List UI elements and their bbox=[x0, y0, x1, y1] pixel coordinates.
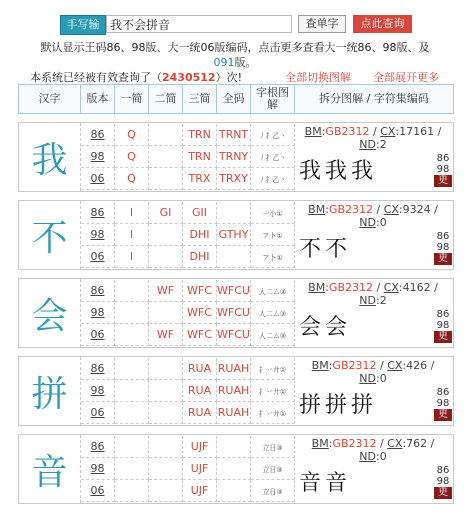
version-links bbox=[434, 153, 452, 187]
header-fullcode: 全码 bbox=[217, 85, 251, 113]
cell-j1: Q bbox=[127, 128, 136, 141]
code-row bbox=[81, 280, 295, 302]
cell-j3: UJF bbox=[190, 462, 209, 475]
header-char: 汉字 bbox=[19, 85, 81, 113]
code-row bbox=[81, 324, 295, 346]
header-jian2: 二简 bbox=[149, 85, 183, 113]
cx-value: 426 bbox=[406, 359, 428, 372]
cell-ver[interactable]: 86 bbox=[90, 128, 105, 141]
cell bbox=[115, 168, 149, 190]
cell-root: 立日③ bbox=[262, 488, 283, 496]
bm-label: BM bbox=[308, 203, 326, 216]
cell bbox=[81, 302, 115, 324]
cell-full: WFCU bbox=[217, 328, 250, 341]
cell bbox=[149, 458, 183, 480]
cx-value: 9324 bbox=[402, 203, 431, 216]
ver86-link[interactable]: 86 bbox=[436, 231, 450, 242]
bm-label: BM bbox=[308, 281, 326, 294]
cell-root: 丿扌乙丶 bbox=[258, 154, 287, 162]
ver86-link[interactable]: 86 bbox=[436, 153, 450, 164]
charset-codes: BM:GB2312 / CX:9324 / ND:0 bbox=[308, 203, 438, 229]
nd-value: 0 bbox=[379, 216, 387, 229]
cell bbox=[217, 280, 251, 302]
cell-full: RUAH bbox=[217, 384, 250, 397]
bm-label: BM bbox=[304, 125, 322, 138]
cell bbox=[217, 124, 251, 146]
cell-ver[interactable]: 98 bbox=[90, 384, 105, 397]
big-char: 拼 bbox=[19, 357, 81, 425]
char-entry bbox=[18, 356, 454, 426]
cell bbox=[251, 124, 295, 146]
cell bbox=[251, 202, 295, 224]
cell-ver[interactable]: 98 bbox=[90, 150, 105, 163]
cell-ver[interactable]: 98 bbox=[90, 228, 105, 241]
cell-full: TRNT bbox=[218, 128, 249, 141]
cell bbox=[217, 324, 251, 346]
code-row bbox=[81, 358, 295, 380]
bm-value: GB2312 bbox=[332, 359, 377, 372]
cell-j3: RUA bbox=[187, 362, 212, 375]
cell-j1: Q bbox=[127, 150, 136, 163]
more-button[interactable]: 更 bbox=[434, 331, 452, 343]
cx-value: 4162 bbox=[402, 281, 431, 294]
cell bbox=[183, 324, 217, 346]
code-row bbox=[81, 246, 295, 268]
cell-root: 人二ム③ bbox=[258, 288, 287, 296]
cx-label: CX bbox=[380, 125, 396, 138]
cell-ver[interactable]: 06 bbox=[90, 172, 105, 185]
cell-root: 一小① bbox=[262, 210, 283, 218]
code-row bbox=[81, 124, 295, 146]
cell bbox=[149, 480, 183, 502]
info-line1: 默认显示王码86、98版、大一统06版编码，点击更多查看大一统86、98版、及 bbox=[40, 41, 430, 54]
query-input[interactable]: 我不会拼音 bbox=[106, 15, 292, 33]
cell bbox=[149, 246, 183, 268]
charset-codes: BM:GB2312 / CX:4162 / ND:2 bbox=[308, 281, 438, 307]
cell bbox=[81, 480, 115, 502]
version-links bbox=[434, 309, 452, 343]
bm-label: BM bbox=[311, 359, 329, 372]
cell-root: ア卜① bbox=[262, 232, 283, 240]
cell bbox=[251, 380, 295, 402]
cell bbox=[149, 302, 183, 324]
code-row bbox=[81, 436, 295, 458]
nd-label: ND bbox=[359, 216, 376, 229]
cell-ver[interactable]: 86 bbox=[90, 284, 105, 297]
cell-j1: I bbox=[129, 228, 134, 241]
cx-value: 762 bbox=[406, 437, 428, 450]
cell-root: 扌丷廾① bbox=[258, 410, 287, 418]
cell bbox=[81, 458, 115, 480]
cell bbox=[183, 146, 217, 168]
char-entry bbox=[18, 200, 454, 270]
charset-codes: BM:GB2312 / CX:426 / ND:0 bbox=[311, 359, 435, 385]
cell bbox=[251, 302, 295, 324]
header-roots: 字根图解 bbox=[251, 85, 295, 113]
count-value: 2430512 bbox=[162, 71, 216, 84]
cell-j3: UJF bbox=[190, 484, 209, 497]
cell bbox=[217, 168, 251, 190]
ver98-link[interactable]: 98 bbox=[436, 476, 450, 487]
expand-more-link[interactable]: 全部展开更多 bbox=[373, 71, 439, 84]
cell-root: 丿扌乙丶 bbox=[258, 176, 287, 184]
ver98-link[interactable]: 98 bbox=[436, 164, 450, 175]
big-char: 会 bbox=[19, 279, 81, 347]
cell bbox=[149, 358, 183, 380]
cell-ver[interactable]: 86 bbox=[90, 206, 105, 219]
more-button[interactable]: 更 bbox=[434, 487, 452, 499]
cell-j3: RUA bbox=[187, 406, 212, 419]
glyph-samples: 音音 bbox=[299, 471, 352, 496]
cell bbox=[183, 380, 217, 402]
top-search-bar bbox=[0, 12, 467, 36]
char-entry bbox=[18, 122, 454, 192]
nd-value: 2 bbox=[379, 294, 387, 307]
cell-root: 立日③ bbox=[262, 466, 283, 474]
glyph-samples: 会会 bbox=[299, 315, 352, 340]
cell bbox=[81, 436, 115, 458]
info-line2: 版。 bbox=[234, 56, 257, 69]
cell-j1: I bbox=[129, 250, 134, 263]
count-prefix: 本系统已经被有效查询了（ bbox=[30, 71, 162, 84]
cell-root: 立日③ bbox=[262, 444, 283, 452]
cell bbox=[115, 324, 149, 346]
cell-j3: DHI bbox=[189, 228, 210, 241]
cell bbox=[149, 124, 183, 146]
cell-j3: UJF bbox=[190, 440, 209, 453]
code-row bbox=[81, 458, 295, 480]
cell bbox=[115, 202, 149, 224]
cell-j1: Q bbox=[127, 172, 136, 185]
version-links bbox=[434, 231, 452, 265]
version-091-link[interactable]: 091 bbox=[213, 56, 235, 69]
cell bbox=[217, 458, 251, 480]
nd-label: ND bbox=[359, 372, 376, 385]
cell bbox=[81, 280, 115, 302]
cell bbox=[183, 358, 217, 380]
cell bbox=[81, 168, 115, 190]
cell bbox=[81, 324, 115, 346]
cell bbox=[183, 224, 217, 246]
detail-panel bbox=[295, 201, 453, 269]
nd-value: 0 bbox=[379, 450, 387, 463]
cell-ver[interactable]: 06 bbox=[90, 406, 105, 419]
cell bbox=[217, 246, 251, 268]
ver86-link[interactable]: 86 bbox=[436, 309, 450, 320]
cell bbox=[81, 202, 115, 224]
cell bbox=[217, 202, 251, 224]
version-links bbox=[434, 465, 452, 499]
cell-j3: WFC bbox=[187, 328, 212, 341]
cell bbox=[115, 458, 149, 480]
cell bbox=[81, 246, 115, 268]
cell bbox=[251, 324, 295, 346]
query-button[interactable]: 点此查询 bbox=[353, 15, 412, 33]
cell bbox=[217, 224, 251, 246]
cell bbox=[115, 402, 149, 424]
cell bbox=[149, 146, 183, 168]
cell bbox=[115, 146, 149, 168]
code-row bbox=[81, 224, 295, 246]
detail-panel bbox=[295, 357, 453, 425]
cell bbox=[183, 246, 217, 268]
cell bbox=[217, 146, 251, 168]
cell bbox=[115, 124, 149, 146]
cell-root: 人二ム③ bbox=[258, 332, 287, 340]
ver98-link[interactable]: 98 bbox=[436, 398, 450, 409]
handwrite-button[interactable]: 手写输 bbox=[60, 15, 106, 35]
ver86-link[interactable]: 86 bbox=[436, 465, 450, 476]
nd-label: ND bbox=[359, 450, 376, 463]
cell bbox=[149, 280, 183, 302]
ver98-link[interactable]: 98 bbox=[436, 242, 450, 253]
big-char: 我 bbox=[19, 123, 81, 191]
cx-label: CX bbox=[387, 437, 403, 450]
cell bbox=[149, 324, 183, 346]
cell bbox=[115, 358, 149, 380]
cell-root: 人二ム③ bbox=[258, 310, 287, 318]
cell bbox=[81, 124, 115, 146]
cell bbox=[183, 480, 217, 502]
cell bbox=[183, 402, 217, 424]
cell bbox=[149, 436, 183, 458]
cell bbox=[183, 202, 217, 224]
cell-j3: GII bbox=[191, 206, 207, 219]
code-row bbox=[81, 302, 295, 324]
cell bbox=[115, 246, 149, 268]
cell bbox=[251, 480, 295, 502]
cell-ver[interactable]: 06 bbox=[90, 484, 105, 497]
cell bbox=[251, 358, 295, 380]
cell bbox=[115, 380, 149, 402]
query-count bbox=[30, 69, 242, 85]
cell bbox=[251, 458, 295, 480]
detail-panel bbox=[295, 435, 453, 503]
cell-full: WFCU bbox=[217, 284, 250, 297]
more-button[interactable]: 更 bbox=[434, 409, 452, 421]
cell bbox=[183, 458, 217, 480]
detail-panel bbox=[295, 279, 453, 347]
cell-j3: TRN bbox=[188, 128, 211, 141]
big-char: 不 bbox=[19, 201, 81, 269]
ver98-link[interactable]: 98 bbox=[436, 320, 450, 331]
cx-label: CX bbox=[383, 203, 399, 216]
cell bbox=[115, 480, 149, 502]
charset-codes: BM:GB2312 / CX:762 / ND:0 bbox=[311, 437, 435, 463]
nd-value: 0 bbox=[379, 372, 387, 385]
nd-label: ND bbox=[359, 138, 376, 151]
cell-full: WFCU bbox=[217, 306, 250, 319]
cell-j1: I bbox=[129, 206, 134, 219]
cell bbox=[115, 302, 149, 324]
cell-root: ア卜① bbox=[262, 254, 283, 262]
more-button[interactable]: 更 bbox=[434, 175, 452, 187]
cell bbox=[251, 246, 295, 268]
glyph-samples: 我我我 bbox=[299, 159, 378, 184]
char-entry bbox=[18, 434, 454, 504]
glyph-samples: 不不 bbox=[299, 237, 352, 262]
code-row bbox=[81, 380, 295, 402]
cell-full: GTHY bbox=[218, 228, 249, 241]
table-header bbox=[18, 84, 454, 114]
bm-value: GB2312 bbox=[328, 203, 373, 216]
cell-root: 丿扌乙丶 bbox=[258, 132, 287, 140]
cell-full: TRXY bbox=[219, 172, 248, 185]
cell bbox=[183, 280, 217, 302]
cell bbox=[251, 168, 295, 190]
header-detail: 拆分图解 / 字符集编码 bbox=[319, 92, 429, 105]
cell-ver[interactable]: 06 bbox=[90, 328, 105, 341]
cell bbox=[81, 146, 115, 168]
cell-ver[interactable]: 86 bbox=[90, 362, 105, 375]
toggle-diagram-link[interactable]: 全部切换图解 bbox=[285, 71, 351, 84]
big-char: 音 bbox=[19, 435, 81, 503]
char-entry bbox=[18, 278, 454, 348]
cell bbox=[149, 224, 183, 246]
cell-full: TRNY bbox=[218, 150, 249, 163]
cell bbox=[251, 146, 295, 168]
cell-j3: WFC bbox=[187, 284, 212, 297]
cell bbox=[217, 480, 251, 502]
cell bbox=[251, 402, 295, 424]
bm-value: GB2312 bbox=[328, 281, 373, 294]
cell-j2: GI bbox=[159, 206, 172, 219]
cell-ver[interactable]: 98 bbox=[90, 462, 105, 475]
cell bbox=[81, 380, 115, 402]
code-row bbox=[81, 480, 295, 502]
cell bbox=[81, 402, 115, 424]
cell-ver[interactable]: 06 bbox=[90, 250, 105, 263]
code-row bbox=[81, 402, 295, 424]
cell bbox=[149, 380, 183, 402]
cell bbox=[115, 436, 149, 458]
cell bbox=[183, 302, 217, 324]
cell-j3: TRX bbox=[188, 172, 211, 185]
cell bbox=[149, 202, 183, 224]
cell bbox=[251, 224, 295, 246]
cell-j3: WFC bbox=[187, 306, 212, 319]
cell-full: RUAH bbox=[217, 362, 250, 375]
nd-value: 2 bbox=[379, 138, 387, 151]
count-suffix: ）次! bbox=[215, 71, 242, 84]
cell bbox=[183, 124, 217, 146]
cell-root: 扌丷廾① bbox=[258, 366, 287, 374]
cell bbox=[217, 380, 251, 402]
cell-j3: RUA bbox=[187, 384, 212, 397]
cell bbox=[183, 168, 217, 190]
cell-root: 扌丷廾① bbox=[258, 388, 287, 396]
header-jian3: 三简 bbox=[183, 85, 217, 113]
cell-ver[interactable]: 98 bbox=[90, 306, 105, 319]
cell bbox=[81, 224, 115, 246]
cell bbox=[217, 302, 251, 324]
ver86-link[interactable]: 86 bbox=[436, 387, 450, 398]
header-jian1: 一简 bbox=[115, 85, 149, 113]
cell bbox=[217, 358, 251, 380]
bm-label: BM bbox=[311, 437, 329, 450]
detail-panel bbox=[295, 123, 453, 191]
bm-value: GB2312 bbox=[332, 437, 377, 450]
cell-j2: WF bbox=[156, 284, 175, 297]
more-button[interactable]: 更 bbox=[434, 253, 452, 265]
cell-full: RUAH bbox=[217, 406, 250, 419]
cell bbox=[183, 436, 217, 458]
header-version: 版本 bbox=[81, 85, 115, 113]
cell-j3: DHI bbox=[189, 250, 210, 263]
cx-value: 17161 bbox=[399, 125, 435, 138]
cell bbox=[217, 402, 251, 424]
code-row bbox=[81, 202, 295, 224]
cell bbox=[149, 402, 183, 424]
cell bbox=[115, 280, 149, 302]
cell-j3: TRN bbox=[188, 150, 211, 163]
cell bbox=[149, 168, 183, 190]
cell bbox=[81, 358, 115, 380]
nd-label: ND bbox=[359, 294, 376, 307]
charset-codes: BM:GB2312 / CX:17161 / ND:2 bbox=[304, 125, 442, 151]
code-row bbox=[81, 146, 295, 168]
code-row bbox=[81, 168, 295, 190]
cx-label: CX bbox=[383, 281, 399, 294]
info-text bbox=[20, 40, 450, 70]
cell bbox=[251, 436, 295, 458]
cell bbox=[217, 436, 251, 458]
cell bbox=[115, 224, 149, 246]
bm-value: GB2312 bbox=[325, 125, 370, 138]
glyph-samples: 拼拼拼 bbox=[299, 393, 378, 418]
single-char-select[interactable]: 查单字 bbox=[298, 15, 346, 33]
cx-label: CX bbox=[387, 359, 403, 372]
cell bbox=[251, 280, 295, 302]
cell-j2: WF bbox=[156, 328, 175, 341]
cell-ver[interactable]: 86 bbox=[90, 440, 105, 453]
version-links bbox=[434, 387, 452, 421]
